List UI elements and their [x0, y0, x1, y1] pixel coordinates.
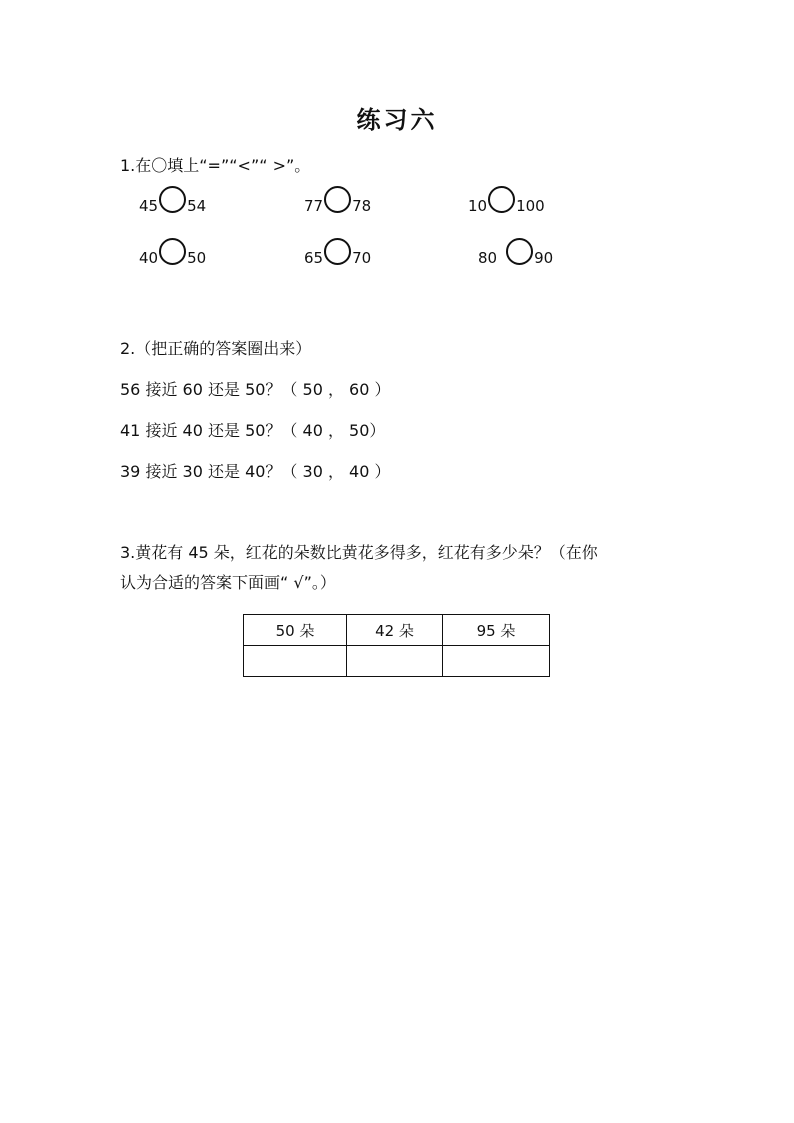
answer-cell[interactable]: [347, 646, 443, 677]
right-number: 50: [187, 249, 207, 267]
answer-circle[interactable]: [324, 238, 351, 265]
table-header-row: [244, 615, 550, 646]
q1-prompt: 1.在〇填上“=”“<”“ >”。: [120, 156, 311, 175]
q1-compare-item: [304, 238, 371, 267]
q1-compare-item: [478, 238, 553, 267]
q2-heading: 2.（把正确的答案圈出来）: [120, 339, 312, 358]
answer-circle[interactable]: [488, 186, 515, 213]
answer-circle[interactable]: [506, 238, 533, 265]
answer-circle[interactable]: [159, 238, 186, 265]
right-number: 100: [516, 197, 545, 215]
table-answer-row: [244, 646, 550, 677]
right-number: 54: [187, 197, 207, 215]
left-number: 77: [304, 197, 324, 215]
q3-question-line2: 认为合适的答案下面画“ √”。）: [120, 573, 336, 592]
answer-cell[interactable]: [244, 646, 347, 677]
table-header-cell: 95 朵: [443, 615, 550, 646]
answer-circle[interactable]: [159, 186, 186, 213]
q2-item[interactable]: 39 接近 30 还是 40？（ 30 ， 40 ）: [120, 462, 391, 481]
q2-item[interactable]: 41 接近 40 还是 50？（ 40 ， 50）: [120, 421, 386, 440]
table-header-cell: 50 朵: [244, 615, 347, 646]
q2-item[interactable]: 56 接近 60 还是 50？（ 50 ， 60 ）: [120, 380, 391, 399]
right-number: 90: [534, 249, 554, 267]
q1-compare-item: [139, 238, 206, 267]
page-title: 练习六: [356, 105, 438, 134]
left-number: 10: [468, 197, 488, 215]
q1-compare-item: [468, 186, 545, 215]
q1-compare-item: [139, 186, 206, 215]
answer-cell[interactable]: [443, 646, 550, 677]
q1-compare-item: [304, 186, 371, 215]
right-number: 70: [352, 249, 372, 267]
left-number: 45: [139, 197, 159, 215]
q3-question-line1: 3.黄花有 45 朵，红花的朵数比黄花多得多，红花有多少朵？（在你: [120, 543, 598, 562]
table-header-cell: 42 朵: [347, 615, 443, 646]
right-number: 78: [352, 197, 372, 215]
left-number: 80: [478, 249, 498, 267]
answer-table: [243, 614, 550, 677]
left-number: 65: [304, 249, 324, 267]
answer-circle[interactable]: [324, 186, 351, 213]
left-number: 40: [139, 249, 159, 267]
